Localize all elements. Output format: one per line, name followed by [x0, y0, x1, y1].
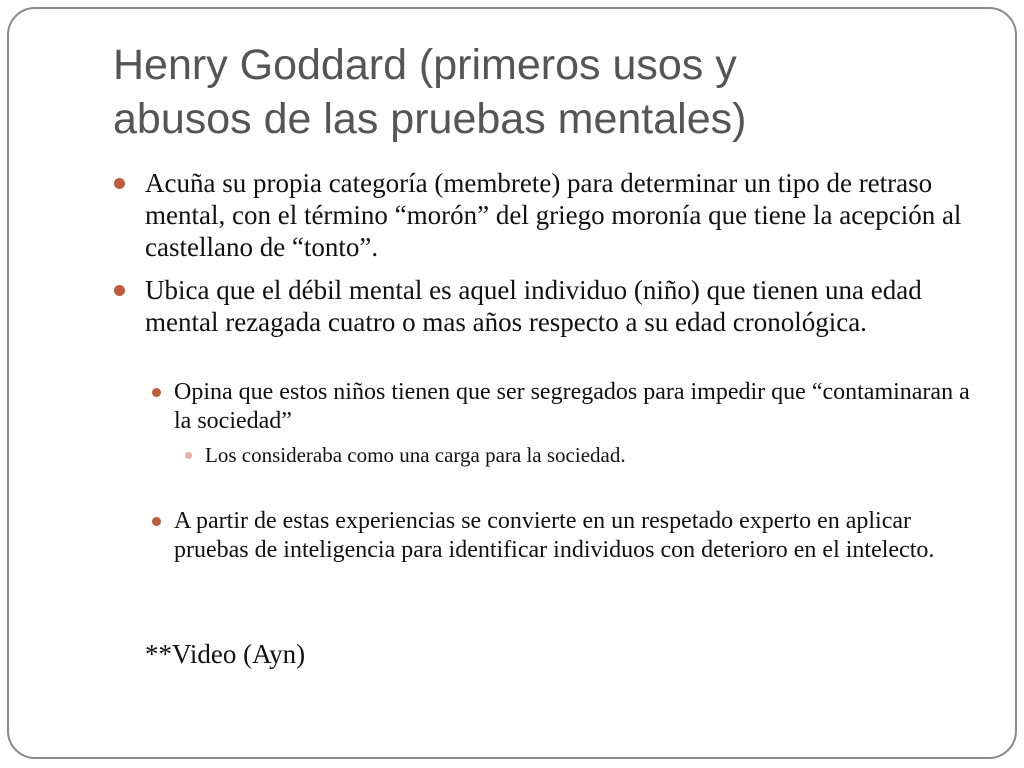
video-note-text: **Video (Ayn) — [145, 639, 306, 669]
bullet-item-1 — [145, 167, 975, 263]
bullet-dot-icon — [185, 452, 192, 459]
sub-bullet-item-2 — [174, 507, 974, 565]
bullet-text: A partir de estas experiencias se convierte en un respetado experto en aplicar pruebas de inteligencia para identificar individuos con deterioro en el intelecto. — [174, 508, 935, 563]
bullet-text: Acuña su propia categoría (membrete) para determinar un tipo de retraso mental, con el término “morón” del griego moronía que tiene la acepción al castellano de “tonto”. — [145, 168, 962, 262]
sub-bullet-item-1 — [174, 378, 974, 436]
bullet-dot-icon — [114, 285, 125, 296]
video-note — [145, 638, 745, 670]
bullet-dot-icon — [152, 517, 161, 526]
bullet-dot-icon — [152, 388, 161, 397]
slide-title-line-2: abusos de las pruebas mentales) — [113, 95, 747, 143]
bullet-text: Los consideraba como una carga para la sociedad. — [205, 443, 626, 467]
bullet-item-2 — [145, 274, 975, 338]
sub-sub-bullet-item-1 — [205, 442, 965, 468]
bullet-text: Opina que estos niños tienen que ser segregados para impedir que “contaminaran a la sociedad” — [174, 379, 970, 434]
bullet-dot-icon — [114, 178, 125, 189]
bullet-text: Ubica que el débil mental es aquel individuo (niño) que tienen una edad mental rezagada cuatro o mas años respecto a su edad cronológica. — [145, 275, 922, 337]
slide-title-line-1: Henry Goddard (primeros usos y — [113, 41, 737, 89]
